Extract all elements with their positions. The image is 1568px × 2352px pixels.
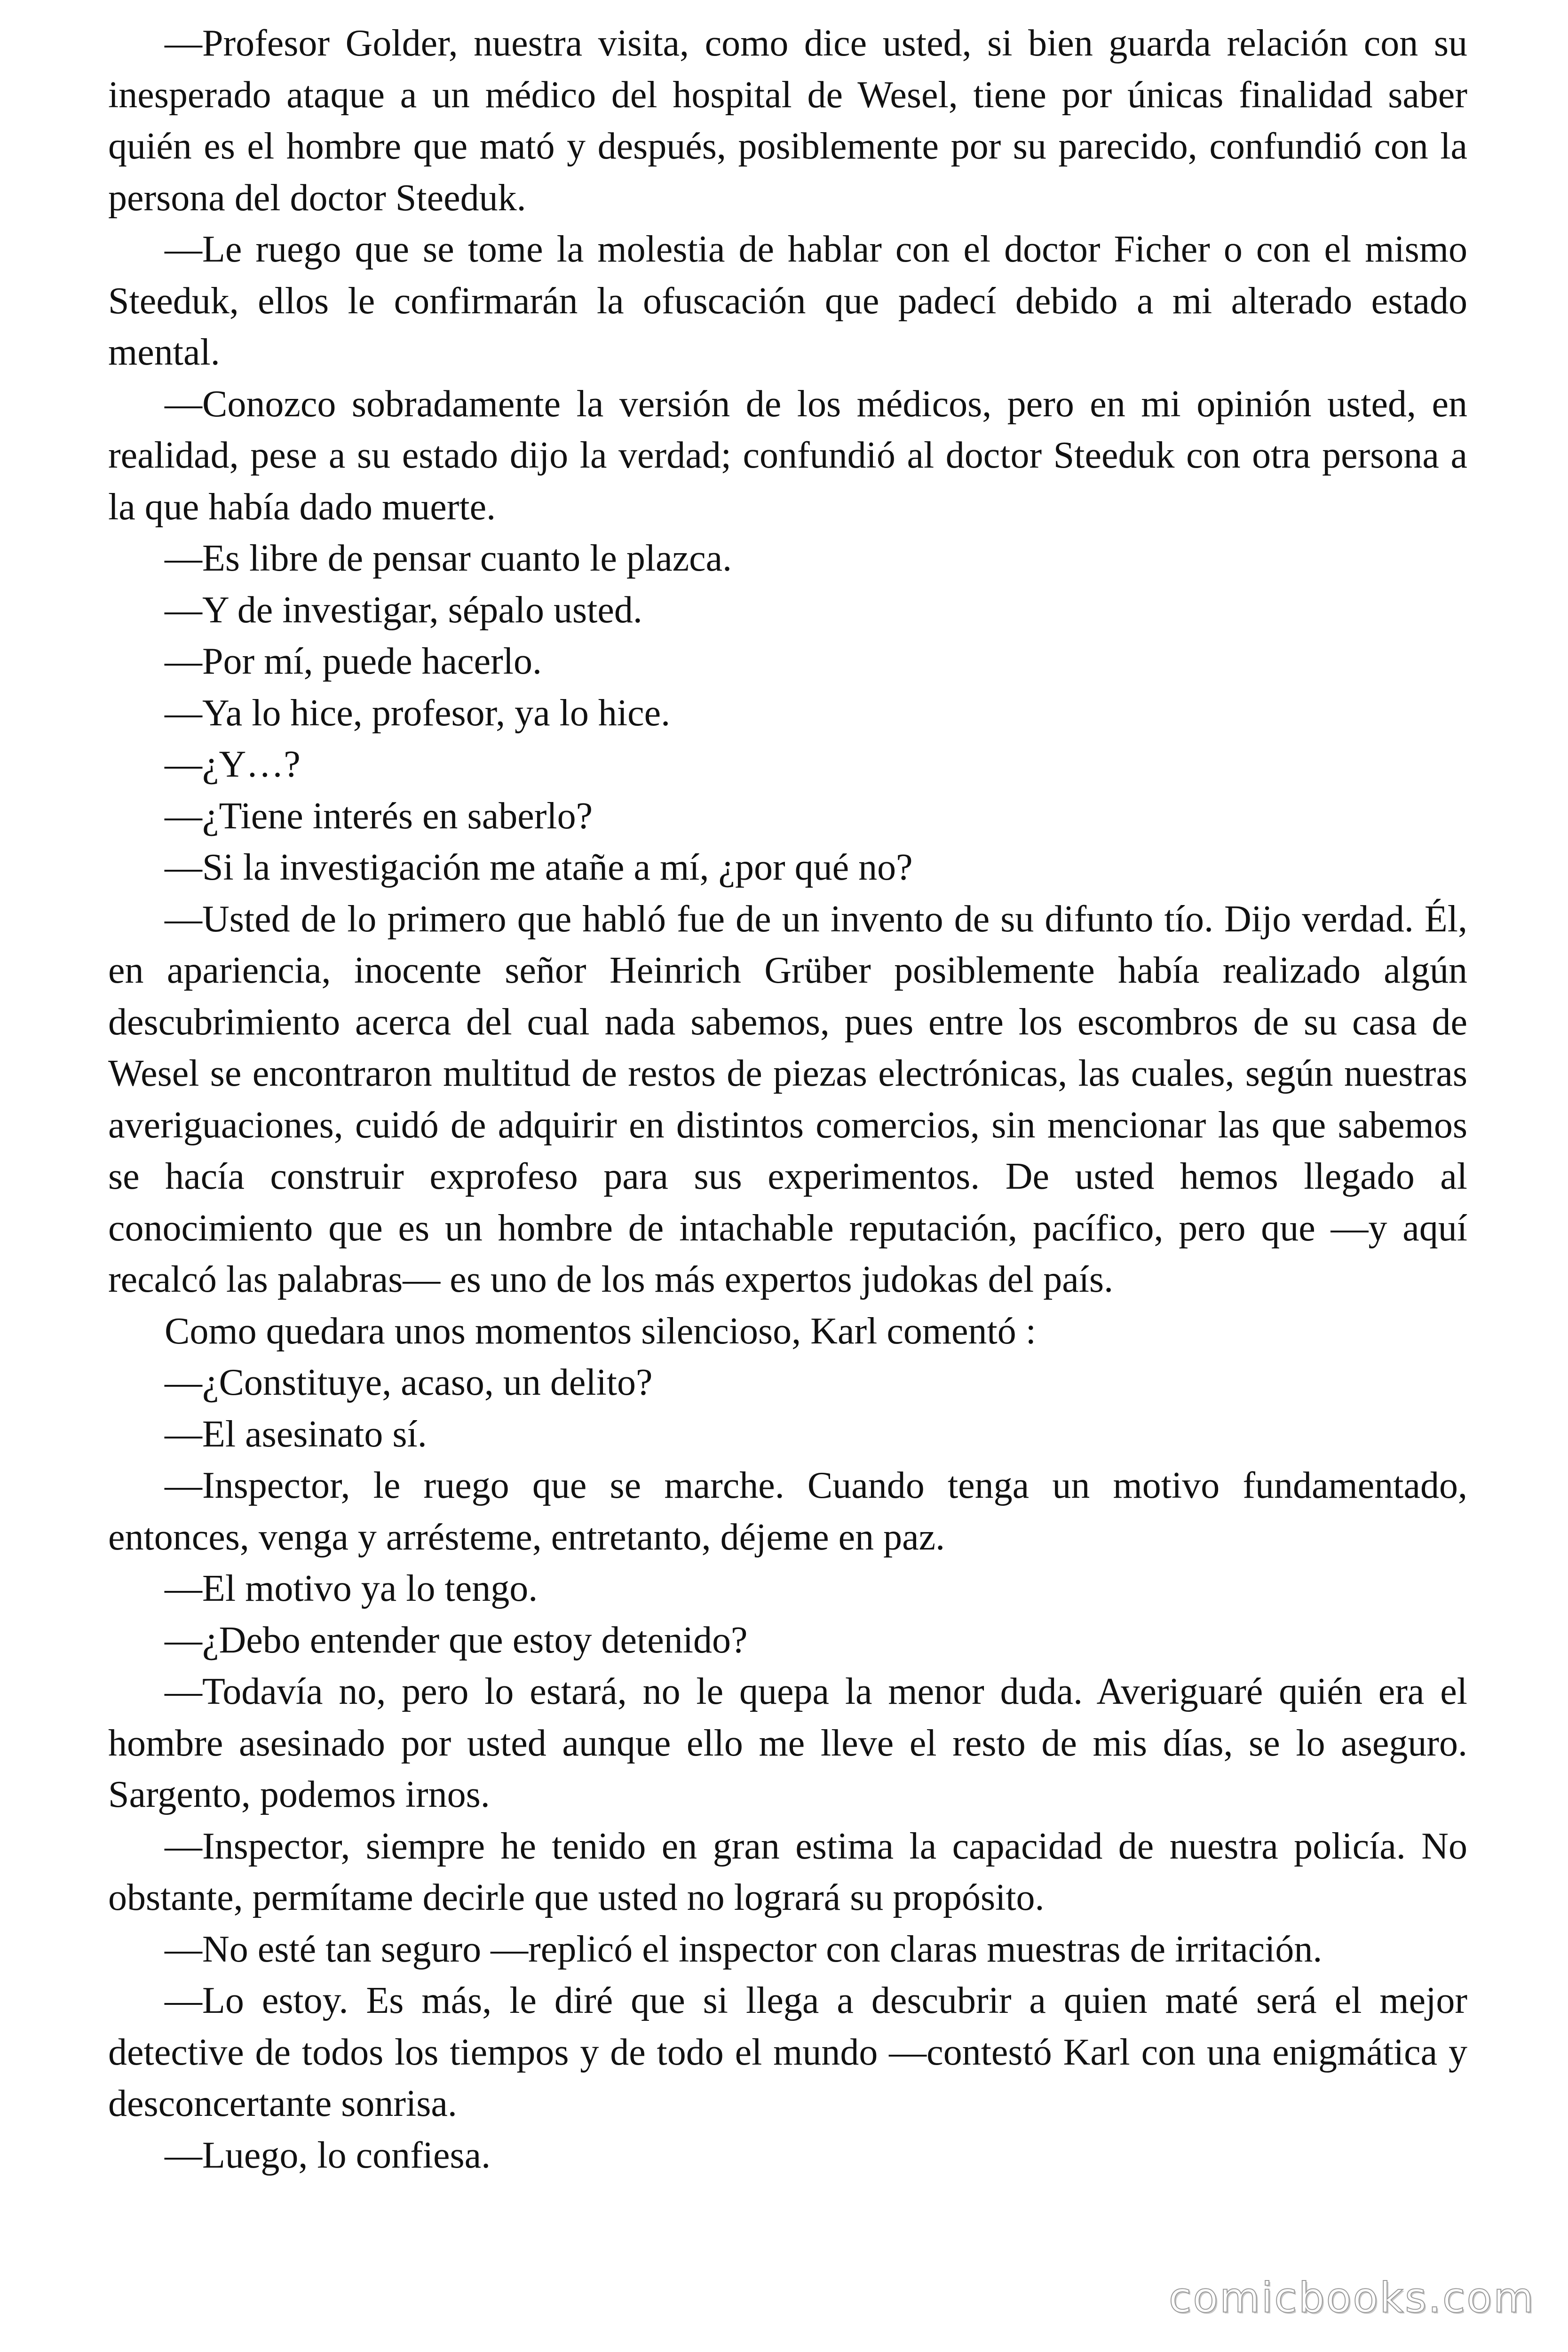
paragraph: —¿Tiene interés en saberlo? <box>165 795 593 837</box>
paragraph: —¿Debo entender que estoy detenido? <box>165 1619 748 1661</box>
paragraph: —¿Constituye, acaso, un delito? <box>165 1362 653 1403</box>
paragraph: —El asesinato sí. <box>165 1413 427 1455</box>
paragraph: Como quedara unos momentos silencioso, Karl comentó : <box>165 1310 1037 1352</box>
paragraph: —Y de investigar, sépalo usted. <box>165 589 642 631</box>
paragraph: —Inspector, le ruego que se marche. Cuando tenga un motivo fundamentado, entonces, venga y arrésteme, entretanto, déjeme en paz. <box>108 1465 1467 1558</box>
paragraph: —Es libre de pensar cuanto le plazca. <box>165 538 732 579</box>
paragraph: —Lo estoy. Es más, le diré que si llega a descubrir a quien maté será el mejor detective de todos los tiempos y de todo el mundo —contestó Karl con una enigmática y desconcertante sonrisa. <box>108 1980 1467 2124</box>
paragraph: —No esté tan seguro —replicó el inspector con claras muestras de irritación. <box>165 1928 1323 1970</box>
paragraph: —Conozco sobradamente la versión de los médicos, pero en mi opinión usted, en realidad, pese a su estado dijo la verdad; confundió al doctor Steeduk con otra persona a la que había dado muerte. <box>108 383 1467 528</box>
paragraph: —Inspector, siempre he tenido en gran estima la capacidad de nuestra policía. No obstante, permítame decirle que usted no logrará su propósito. <box>108 1825 1467 1918</box>
paragraph: —Todavía no, pero lo estará, no le quepa la menor duda. Averiguaré quién era el hombre asesinado por usted aunque ello me lleve el resto de mis días, se lo aseguro. Sargento, podemos irnos. <box>108 1671 1467 1815</box>
paragraph: —Por mí, puede hacerlo. <box>165 641 542 682</box>
paragraph: —¿Y…? <box>165 744 301 785</box>
watermark: comicbooks.com <box>1168 2273 1535 2322</box>
paragraph: —Ya lo hice, profesor, ya lo hice. <box>165 692 671 734</box>
paragraph: —Luego, lo confiesa. <box>165 2134 491 2176</box>
paragraph: —Le ruego que se tome la molestia de hablar con el doctor Ficher o con el mismo Steeduk, ellos le confirmarán la ofuscación que padecí debido a mi alterado estado mental. <box>108 229 1467 373</box>
page-text <box>108 18 1467 2181</box>
paragraph: —Si la investigación me atañe a mí, ¿por qué no? <box>165 847 913 888</box>
paragraph: —Usted de lo primero que habló fue de un invento de su difunto tío. Dijo verdad. Él, en apariencia, inocente señor Heinrich Grüber posiblemente había realizado algún descubrimiento acerca del cual nada sabemos, pues entre los escombros de su casa de Wesel se encontraron multitud de restos de piezas electrónicas, las cuales, según nuestras averiguaciones, cuidó de adquirir en distintos comercios, sin mencionar las que sabemos se hacía construir exprofeso para sus experimentos. De usted hemos llegado al conocimiento que es un hombre de intachable reputación, pacífico, pero que —y aquí recalcó las palabras— es uno de los más expertos judokas del país. <box>108 898 1467 1300</box>
paragraph: —El motivo ya lo tengo. <box>165 1568 538 1609</box>
paragraph: —Profesor Golder, nuestra visita, como dice usted, si bien guarda relación con su inesperado ataque a un médico del hospital de Wesel, tiene por únicas finalidad saber quién es el hombre que mató y después, posiblemente por su parecido, confundió con la persona del doctor Steeduk. <box>108 23 1467 219</box>
